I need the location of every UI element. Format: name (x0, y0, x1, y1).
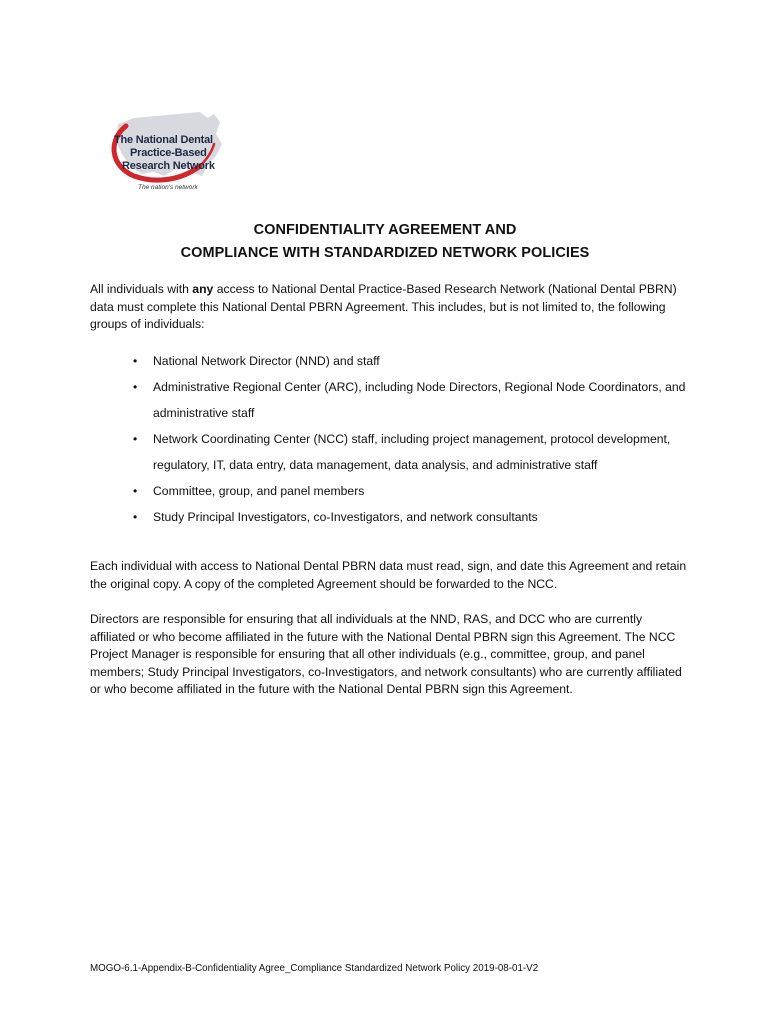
agreement-instructions-paragraph: Each individual with access to National Dental PBRN data must read, sign, and date this Agreement and retain the original copy. A copy of the completed Agreement should be forwarded to the NCC. (90, 559, 687, 591)
directors-responsibility-paragraph: Directors are responsible for ensuring that all individuals at the NND, RAS, and DCC who are currently affiliated or who become affiliated in the future with the National Dental PBRN sign this Agreement. The NCC Project Manager is responsible for ensuring that all other individuals (e.g., committee, group, and panel members; Study Principal Investigators, co-Investigators, and network consultants) who are currently affiliated or who become affiliated in the future with the National Dental PBRN sign this Agreement. (90, 612, 682, 696)
document-title-line-1: CONFIDENTIALITY AGREEMENT AND (253, 222, 517, 238)
logo-text-line-1: The National Dental (114, 134, 213, 146)
bullet-icon: • (133, 354, 138, 368)
list-item-text: Study Principal Investigators, co-Investigators, and network consultants (153, 510, 538, 524)
list-item-text: Administrative Regional Center (ARC), including Node Directors, Regional Node Coordinators, and administrative staff (153, 380, 686, 420)
list-item (130, 478, 690, 504)
list-item (130, 374, 690, 426)
bullet-icon: • (133, 510, 138, 524)
intro-emphasis: any (192, 282, 214, 296)
logo-tagline: The nation's network (138, 184, 198, 191)
logo-text-line-2: Practice-Based (130, 147, 207, 159)
list-item-text: Committee, group, and panel members (153, 484, 365, 498)
network-logo (104, 104, 228, 204)
bullet-icon: • (133, 380, 138, 394)
groups-bullet-list (130, 348, 690, 530)
list-item-text: National Network Director (NND) and staff (153, 354, 380, 368)
list-item (130, 504, 690, 530)
list-item-text: Network Coordinating Center (NCC) staff, including project management, protocol development, regulatory, IT, data entry, data management, data analysis, and administrative staff (153, 432, 671, 472)
document-footer: MOGO-6.1-Appendix-B-Confidentiality Agree_Compliance Standardized Network Policy 2019-08-01-V2 (90, 963, 539, 974)
list-item (130, 426, 690, 478)
intro-paragraph (90, 281, 690, 334)
bullet-icon: • (133, 484, 138, 498)
intro-text-after: access to National Dental Practice-Based Research Network (National Dental PBRN) data must complete this National Dental PBRN Agreement. This includes, but is not limited to, the following groups of individuals: (90, 282, 677, 331)
logo-text-line-3: Research Network (122, 160, 215, 172)
list-item (130, 348, 690, 374)
bullet-icon: • (133, 432, 138, 446)
document-title-line-2: COMPLIANCE WITH STANDARDIZED NETWORK POLICIES (180, 245, 590, 261)
intro-text-before: All individuals with (90, 282, 193, 296)
